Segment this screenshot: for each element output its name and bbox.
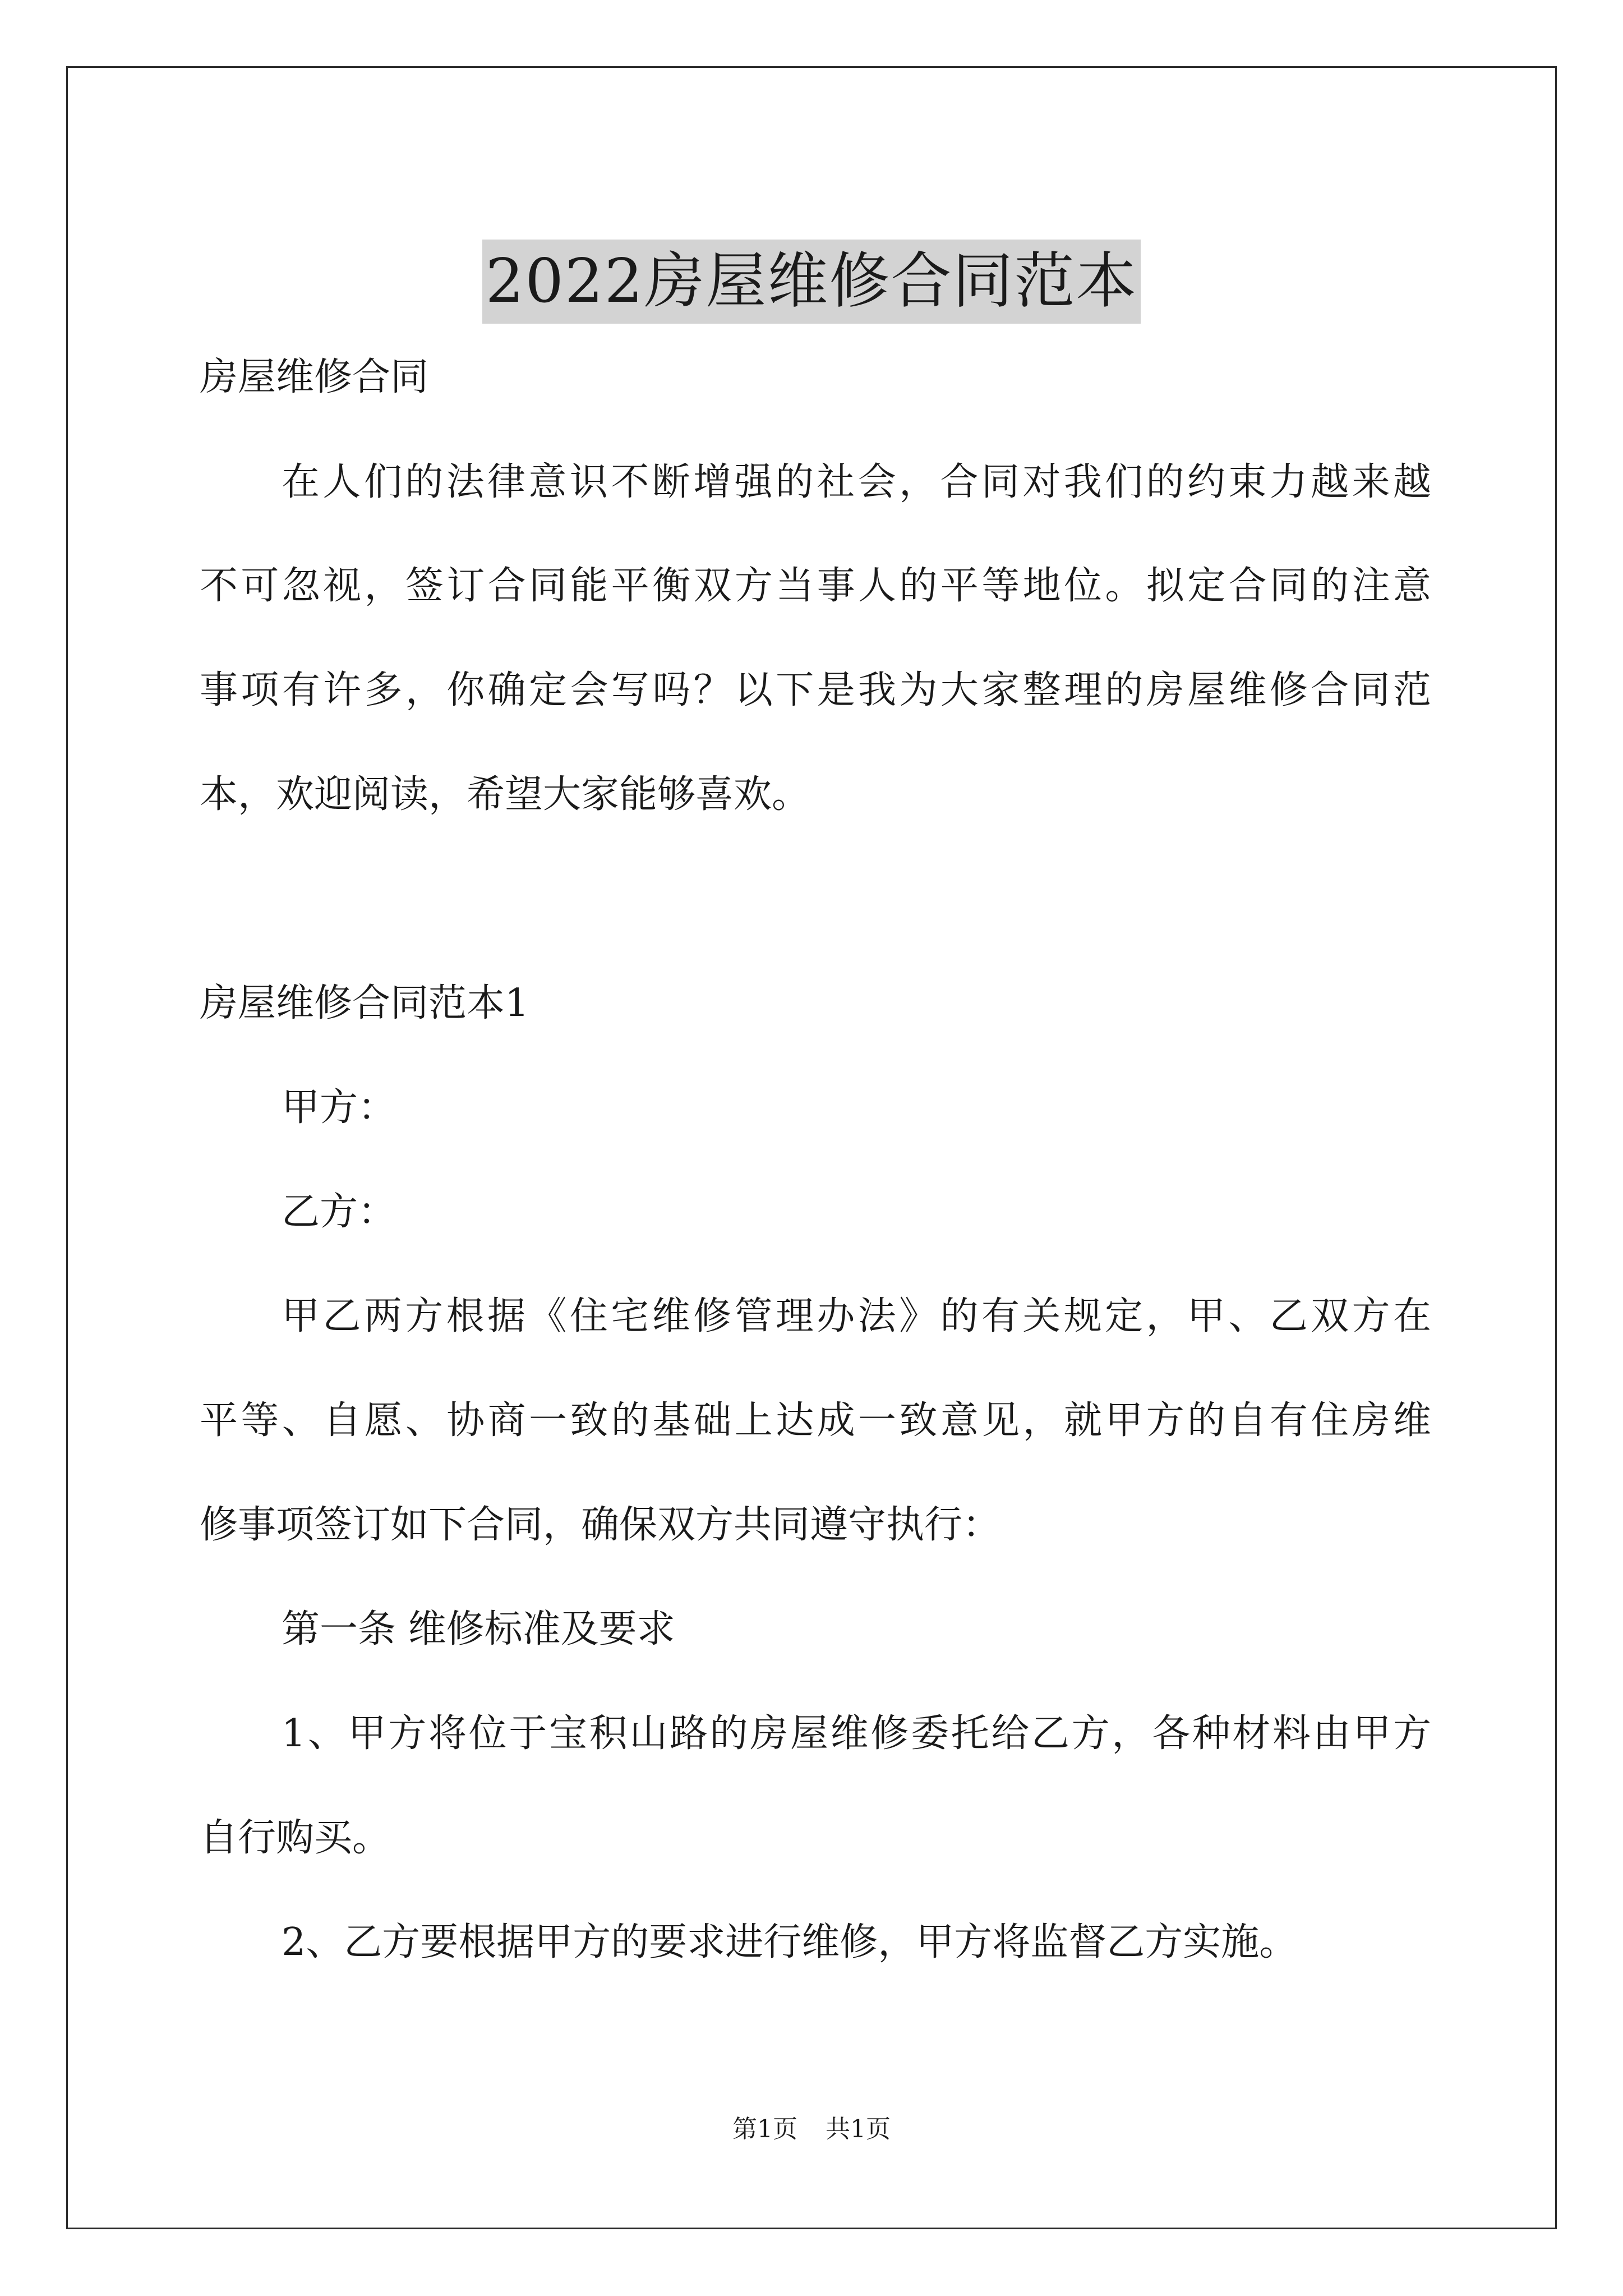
party-a: 甲方： (282, 1085, 396, 1130)
document-title: 2022房屋维修合同范本 (482, 240, 1141, 324)
section-heading: 房屋维修合同 (200, 355, 429, 399)
section-heading: 房屋维修合同范本1 (200, 981, 529, 1025)
body-line: 修事项签订如下合同，确保双方共同遵守执行： (200, 1503, 1001, 1547)
intro-line: 不可忽视，签订合同能平衡双方当事人的平等地位。拟定合同的注意 (200, 564, 1431, 608)
body-line: 平等、自愿、协商一致的基础上达成一致意见，就甲方的自有住房维 (200, 1398, 1431, 1443)
clause-line: 自行购买。 (200, 1816, 391, 1860)
page-total: 共1页 (826, 2115, 891, 2143)
page-footer (0, 2113, 1623, 2146)
article-heading: 第一条 维修标准及要求 (282, 1607, 675, 1651)
clause-line: 1、甲方将位于宝积山路的房屋维修委托给乙方，各种材料由甲方 (282, 1711, 1431, 1756)
intro-line: 在人们的法律意识不断增强的社会，合同对我们的约束力越来越 (282, 460, 1431, 504)
intro-line: 事项有许多，你确定会写吗？以下是我为大家整理的房屋维修合同范 (200, 668, 1431, 712)
intro-line: 本，欢迎阅读，希望大家能够喜欢。 (200, 772, 810, 817)
body-line: 甲乙两方根据《住宅维修管理办法》的有关规定，甲、乙双方在 (282, 1294, 1431, 1338)
party-b: 乙方： (282, 1190, 396, 1234)
page-number: 第1页 (732, 2115, 797, 2143)
clause-line: 2、乙方要根据甲方的要求进行维修，甲方将监督乙方实施。 (282, 1920, 1298, 1964)
title-container (0, 199, 1623, 365)
